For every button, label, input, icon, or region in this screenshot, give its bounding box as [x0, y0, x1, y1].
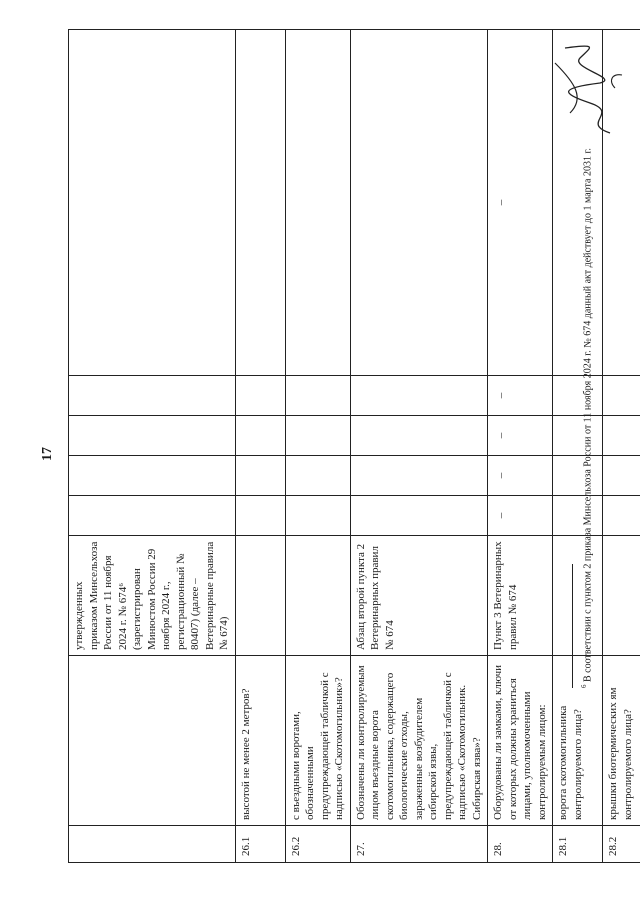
- answer-cell: [69, 30, 236, 376]
- answer-cell: [553, 496, 603, 536]
- requirement-question: высотой не менее 2 метров?: [235, 656, 285, 826]
- answer-cell: [603, 496, 640, 536]
- legal-reference: [553, 536, 603, 656]
- footnote-rule: [572, 564, 573, 688]
- requirement-question: [69, 656, 236, 826]
- requirement-question: крышки биотермических ям контролируемого лица?: [603, 656, 640, 826]
- footnote-marker: 6: [580, 684, 588, 688]
- legal-reference: Пункт 3 Ветеринарных правил № 674: [488, 536, 553, 656]
- legal-reference: [603, 536, 640, 656]
- answer-cell: [350, 30, 488, 376]
- item-number: 28.1: [553, 826, 603, 863]
- requirement-question: Обозначены ли контролируемым лицом въездные ворота скотомогильника, содержащего биологические отходы, зараженные возбудителем сибирской язвы, предупреждающей табличкой с надписью «Скотомогильник. Сибирская язва»?: [350, 656, 488, 826]
- item-number: 26.1: [235, 826, 285, 863]
- requirement-question: с въездными воротами, обозначенными предупреждающей табличкой с надписью «Скотомогильник»?: [285, 656, 350, 826]
- answer-cell: [235, 456, 285, 496]
- page-number: 17: [40, 447, 55, 461]
- answer-cell: [69, 496, 236, 536]
- answer-cell: [285, 376, 350, 416]
- table-row: [285, 30, 350, 863]
- answer-cell: [235, 416, 285, 456]
- handwritten-signature: [540, 33, 630, 143]
- answer-cell: [603, 416, 640, 456]
- legal-reference: [285, 536, 350, 656]
- answer-cell: [285, 456, 350, 496]
- answer-cell: –: [488, 30, 553, 376]
- answer-cell: –: [488, 416, 553, 456]
- answer-cell: [350, 376, 488, 416]
- legal-reference: Абзац второй пункта 2 Ветеринарных правил № 674: [350, 536, 488, 656]
- answer-cell: [235, 376, 285, 416]
- answer-cell: [553, 456, 603, 496]
- table-row: [69, 30, 236, 863]
- answer-cell: –: [488, 456, 553, 496]
- answer-cell: [69, 456, 236, 496]
- answer-cell: [553, 416, 603, 456]
- answer-cell: [350, 456, 488, 496]
- answer-cell: [69, 376, 236, 416]
- answer-cell: [603, 376, 640, 416]
- answer-cell: [350, 496, 488, 536]
- table-row: [350, 30, 488, 863]
- legal-reference: [235, 536, 285, 656]
- answer-cell: [235, 30, 285, 376]
- item-number: 26.2: [285, 826, 350, 863]
- answer-cell: –: [488, 376, 553, 416]
- answer-cell: [69, 416, 236, 456]
- requirement-question: ворота скотомогильника контролируемого лица?: [553, 656, 603, 826]
- answer-cell: [285, 496, 350, 536]
- item-number: 28.2: [603, 826, 640, 863]
- item-number: 28.: [488, 826, 553, 863]
- answer-cell: [350, 416, 488, 456]
- answer-cell: [553, 376, 603, 416]
- table-row: [603, 30, 640, 863]
- table-row: [488, 30, 553, 863]
- table-row: [235, 30, 285, 863]
- table-row: [553, 30, 603, 863]
- checklist-table: [68, 29, 640, 863]
- item-number: 27.: [350, 826, 488, 863]
- table-body: [69, 30, 640, 863]
- answer-cell: [285, 416, 350, 456]
- requirement-question: Оборудованы ли замками, ключи от которых должны храниться лицами, уполномоченными контролируемым лицом:: [488, 656, 553, 826]
- answer-cell: [285, 30, 350, 376]
- answer-cell: [235, 496, 285, 536]
- legal-reference: утвержденных приказом Минсельхоза России от 11 ноября 2024 г. № 674⁶ (зарегистрирован Минюстом России 29 ноября 2024 г., регистрационный № 80407) (далее – Ветеринарные правила № 674): [69, 536, 236, 656]
- answer-cell: [603, 456, 640, 496]
- answer-cell: –: [488, 496, 553, 536]
- footnote-text: В соответствии с пунктом 2 приказа Минсельхоза России от 11 ноября 2024 г. № 674 данный акт действует до 1 марта 2031 г.: [582, 148, 594, 682]
- item-number: [69, 826, 236, 863]
